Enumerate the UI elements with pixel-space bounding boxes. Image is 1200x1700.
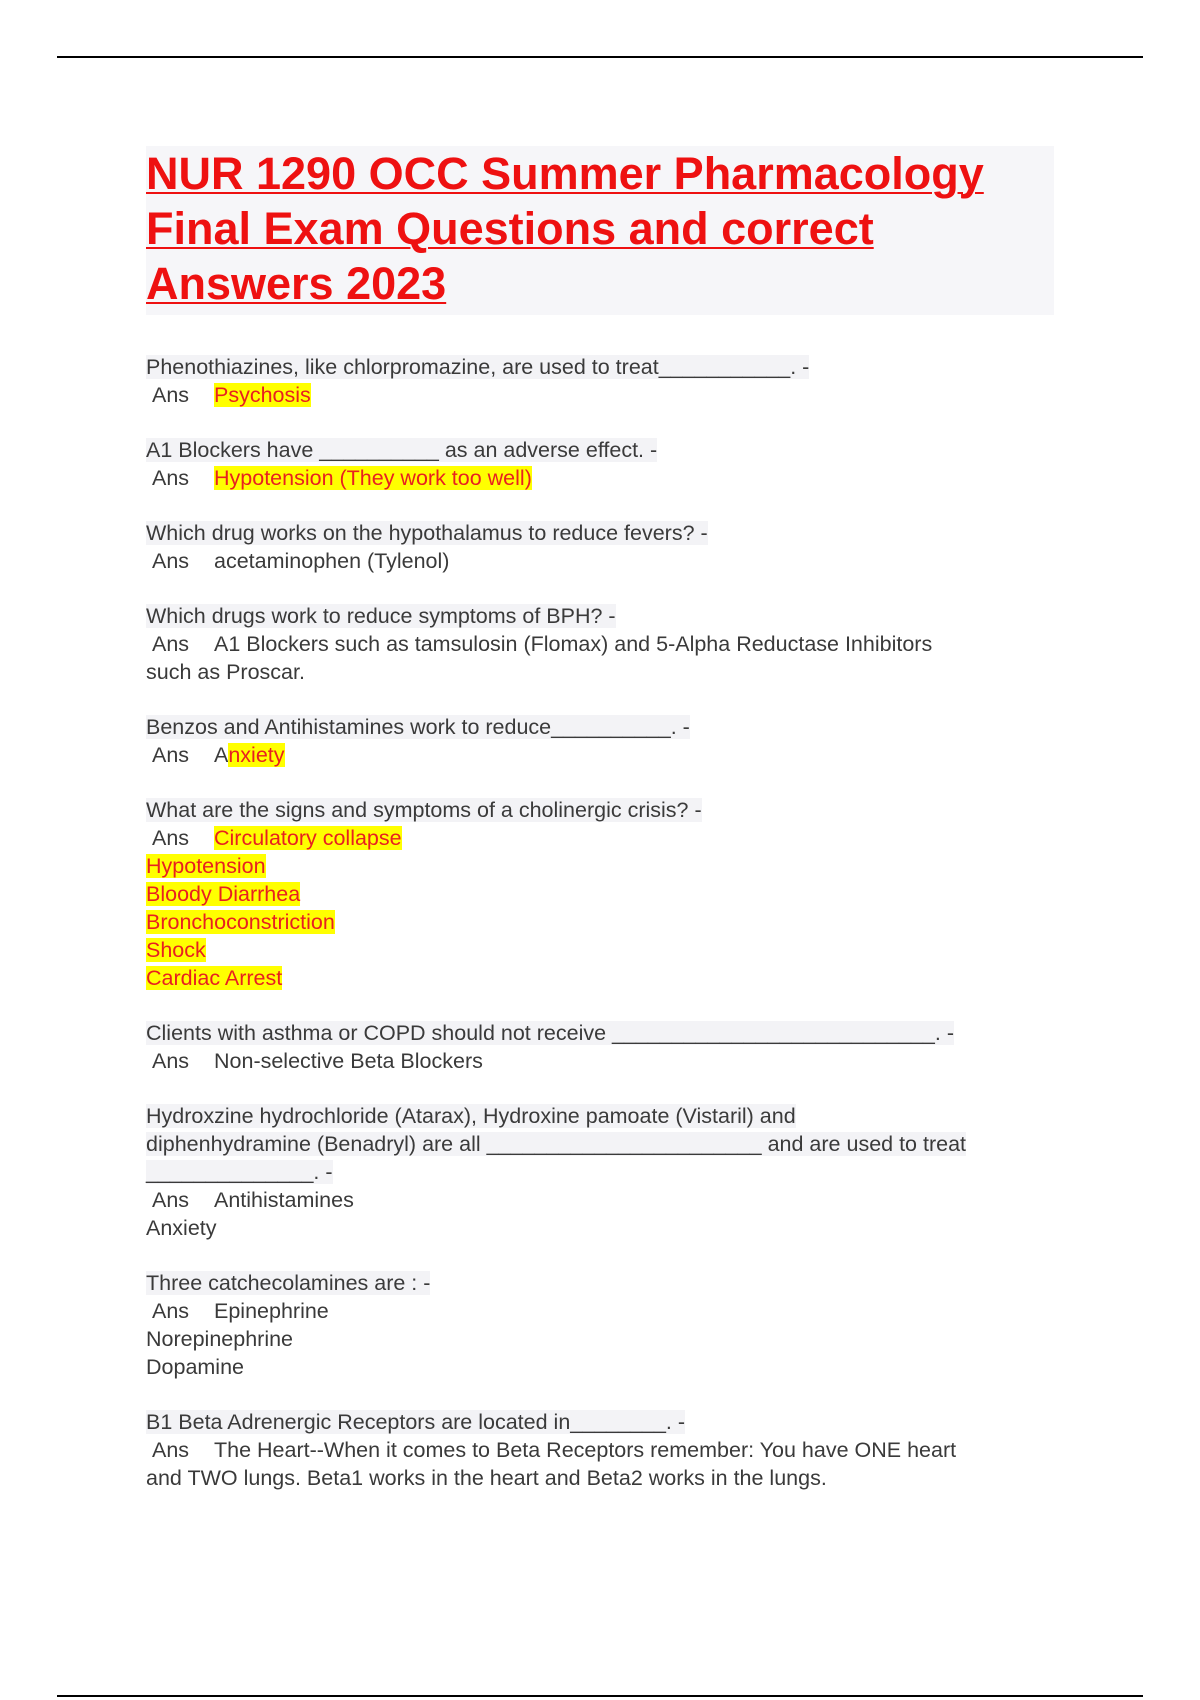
question-text: Three catchecolamines are : - <box>146 1271 431 1295</box>
answer-label: Ans <box>152 549 190 573</box>
question-text: B1 Beta Adrenergic Receptors are located in________. - <box>146 1410 686 1434</box>
answer-text: acetaminophen (Tylenol) <box>214 549 450 573</box>
qa-item <box>146 1408 1056 1492</box>
question-text: What are the signs and symptoms of a cholinergic crisis? - <box>146 798 702 822</box>
answer-line <box>146 1297 1056 1325</box>
answer-text: A1 Blockers such as tamsulosin (Flomax) and 5-Alpha Reductase Inhibitors <box>214 632 933 656</box>
answer-text: Epinephrine <box>214 1299 329 1323</box>
question-text: Benzos and Antihistamines work to reduce__________. - <box>146 715 690 739</box>
question-text: Which drugs work to reduce symptoms of BPH? - <box>146 604 616 628</box>
qa-list <box>146 353 1056 1492</box>
answer-line <box>146 1436 1056 1464</box>
answer-label: Ans <box>152 1438 190 1462</box>
qa-item <box>146 1019 1056 1075</box>
answer-label: Ans <box>152 383 190 407</box>
question-text: A1 Blockers have __________ as an adverse effect. - <box>146 438 658 462</box>
answer-highlight: nxiety <box>228 743 285 767</box>
question-text: diphenhydramine (Benadryl) are all _______________________ and are used to treat <box>146 1132 967 1156</box>
answer-line <box>146 547 1056 575</box>
page-title: NUR 1290 OCC Summer Pharmacology Final Exam Questions and correct Answers 2023 <box>146 148 984 309</box>
answer-label: Ans <box>152 743 190 767</box>
answer-line <box>146 464 1056 492</box>
answer-line <box>146 381 1056 409</box>
qa-item <box>146 519 1056 575</box>
qa-item <box>146 713 1056 769</box>
answer-label: Ans <box>152 466 190 490</box>
answer-line <box>146 630 1056 658</box>
qa-item <box>146 436 1056 492</box>
question-text: Hydroxzine hydrochloride (Atarax), Hydroxine pamoate (Vistaril) and <box>146 1104 796 1128</box>
answer-line <box>146 1047 1056 1075</box>
answer-continuation: Bloody Diarrhea <box>146 882 301 906</box>
answer-continuation: Bronchoconstriction <box>146 910 335 934</box>
top-rule <box>57 56 1143 58</box>
answer-label: Ans <box>152 632 190 656</box>
qa-item <box>146 602 1056 686</box>
answer-continuation: and TWO lungs. Beta1 works in the heart and Beta2 works in the lungs. <box>146 1466 827 1490</box>
bottom-rule <box>57 1695 1143 1697</box>
answer-continuation: such as Proscar. <box>146 660 305 684</box>
answer-highlight: Hypotension (They work too well) <box>214 466 532 490</box>
answer-line <box>146 824 1056 852</box>
answer-text: A <box>214 743 229 767</box>
answer-text: Non-selective Beta Blockers <box>214 1049 483 1073</box>
question-text: Which drug works on the hypothalamus to reduce fevers? - <box>146 521 708 545</box>
question-text: Phenothiazines, like chlorpromazine, are used to treat___________. - <box>146 355 810 379</box>
answer-line <box>146 1186 1056 1214</box>
answer-text: The Heart--When it comes to Beta Receptors remember: You have ONE heart <box>214 1438 957 1462</box>
document-content <box>146 146 1056 1519</box>
answer-highlight: Psychosis <box>214 383 311 407</box>
answer-line <box>146 741 1056 769</box>
answer-continuation: Shock <box>146 938 206 962</box>
answer-label: Ans <box>152 1299 190 1323</box>
qa-item <box>146 1269 1056 1381</box>
qa-item <box>146 796 1056 992</box>
title-block <box>146 146 1054 315</box>
answer-continuation: Norepinephrine <box>146 1327 294 1351</box>
answer-continuation: Dopamine <box>146 1355 244 1379</box>
qa-item <box>146 353 1056 409</box>
answer-text: Antihistamines <box>214 1188 354 1212</box>
answer-label: Ans <box>152 826 190 850</box>
answer-continuation: Anxiety <box>146 1216 217 1240</box>
answer-continuation: Hypotension <box>146 854 266 878</box>
question-text: ______________. - <box>146 1160 333 1184</box>
answer-continuation: Cardiac Arrest <box>146 966 283 990</box>
answer-label: Ans <box>152 1188 190 1212</box>
qa-item <box>146 1102 1056 1242</box>
answer-highlight: Circulatory collapse <box>214 826 402 850</box>
answer-label: Ans <box>152 1049 190 1073</box>
question-text: Clients with asthma or COPD should not receive ___________________________. - <box>146 1021 954 1045</box>
